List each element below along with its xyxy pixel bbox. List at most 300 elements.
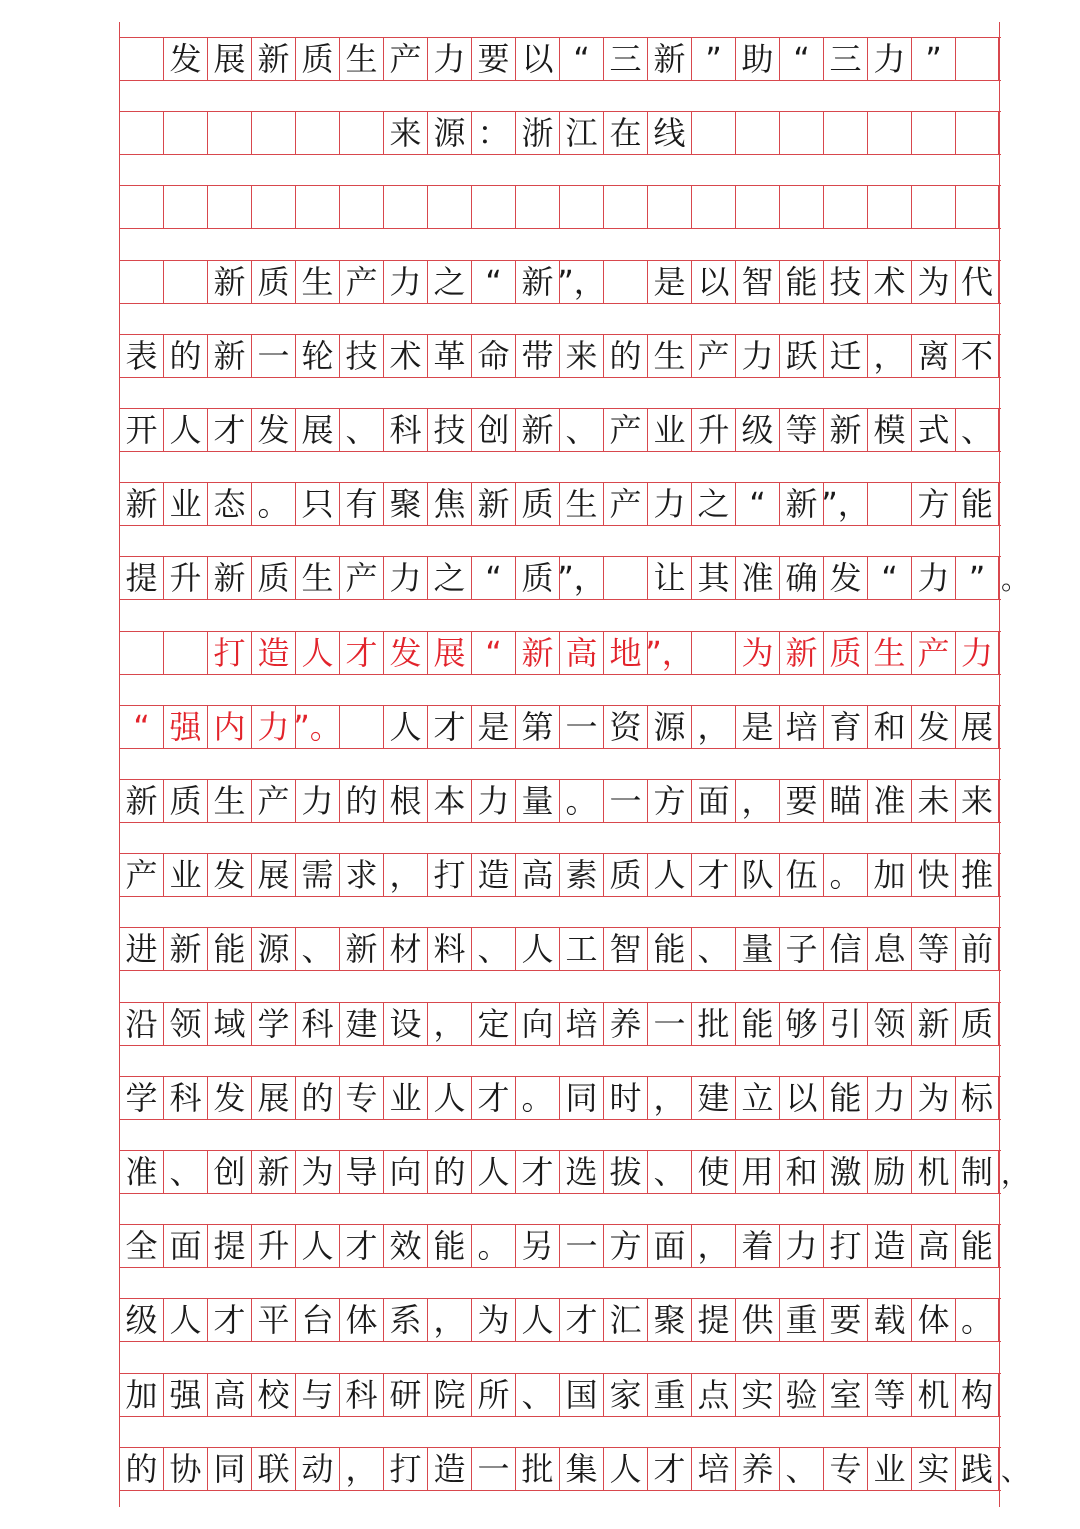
grid-cell: 机	[911, 1151, 955, 1193]
grid-cell	[779, 112, 823, 154]
grid-cell: 领	[163, 1003, 207, 1045]
grid-cell: 新	[779, 483, 823, 525]
grid-cell: 力	[251, 706, 295, 748]
grid-row	[119, 705, 1001, 749]
grid-cell: 质	[955, 1003, 999, 1045]
grid-cell: 之	[427, 261, 471, 303]
grid-cell: 发	[383, 632, 427, 674]
grid-cell: “	[735, 483, 779, 525]
grid-cell	[691, 632, 735, 674]
grid-cell: 才	[427, 706, 471, 748]
overflow-punctuation: 、	[1001, 1454, 1030, 1487]
grid-cell: 子	[779, 928, 823, 970]
grid-cell: 所	[471, 1374, 515, 1416]
grid-cell: 升	[251, 1225, 295, 1267]
grid-cell: 产	[383, 38, 427, 80]
grid-cell: 设	[383, 1003, 427, 1045]
grid-cell: 人	[515, 928, 559, 970]
grid-cell: ，	[383, 854, 427, 896]
grid-cell: 带	[515, 335, 559, 377]
grid-cell: 能	[207, 928, 251, 970]
grid-cell: 焦	[427, 483, 471, 525]
grid-cell: 科	[295, 1003, 339, 1045]
grid-cell: 快	[911, 854, 955, 896]
grid-cell: 加	[119, 1374, 163, 1416]
grid-cell	[207, 186, 251, 228]
grid-cell: 新	[207, 557, 251, 599]
grid-cell: 之	[691, 483, 735, 525]
grid-cell: 人	[163, 409, 207, 451]
grid-cell: “	[471, 261, 515, 303]
grid-cell: 为	[911, 261, 955, 303]
grid-cell: 时	[603, 1077, 647, 1119]
grid-cell: 源	[427, 112, 471, 154]
grid-cell: ：	[471, 112, 515, 154]
grid-cell: 离	[911, 335, 955, 377]
grid-cell: ，	[339, 1448, 383, 1490]
grid-cell: 推	[955, 854, 999, 896]
grid-cell: 业	[163, 854, 207, 896]
grid-cell: ”。	[293, 708, 342, 746]
grid-cell: 才	[339, 1225, 383, 1267]
grid-cell: 协	[163, 1448, 207, 1490]
grid-cell: 升	[163, 557, 207, 599]
grid-cell: 沿	[119, 1003, 163, 1045]
grid-cell: 载	[867, 1299, 911, 1341]
grid-cell: 力	[779, 1225, 823, 1267]
grid-cell: 加	[867, 854, 911, 896]
grid-frame-line	[119, 22, 120, 1507]
grid-cell: 以	[515, 38, 559, 80]
grid-cell: 等	[779, 409, 823, 451]
grid-cell: 践	[955, 1448, 999, 1490]
grid-cell: 来	[383, 112, 427, 154]
grid-cell: 强	[163, 1374, 207, 1416]
grid-cell: 一	[471, 1448, 515, 1490]
grid-cell	[295, 186, 339, 228]
grid-cell: 发	[207, 1077, 251, 1119]
grid-cell	[647, 186, 691, 228]
grid-cell: 的	[163, 335, 207, 377]
grid-cell: 技	[339, 335, 383, 377]
grid-cell: 材	[383, 928, 427, 970]
grid-cell: 迁	[823, 335, 867, 377]
grid-cell	[295, 112, 339, 154]
grid-cell: 一	[559, 706, 603, 748]
grid-cell	[867, 112, 911, 154]
grid-cell: 料	[427, 928, 471, 970]
grid-cell: 国	[559, 1374, 603, 1416]
grid-cell: 产	[339, 557, 383, 599]
grid-cell: 打	[427, 854, 471, 896]
grid-cell: 导	[339, 1151, 383, 1193]
grid-cell: 。	[515, 1077, 559, 1119]
grid-cell: 点	[691, 1374, 735, 1416]
grid-row	[119, 779, 1001, 823]
grid-cell: 方	[911, 483, 955, 525]
grid-cell: 第	[515, 706, 559, 748]
grid-cell: 选	[559, 1151, 603, 1193]
grid-cell: 准	[735, 557, 779, 599]
grid-cell	[911, 112, 955, 154]
grid-cell	[163, 186, 207, 228]
grid-cell: 地	[603, 632, 647, 674]
grid-cell: 高	[207, 1374, 251, 1416]
grid-cell: 批	[515, 1448, 559, 1490]
grid-cell: 院	[427, 1374, 471, 1416]
grid-cell: 能	[955, 1225, 999, 1267]
grid-cell: 瞄	[823, 780, 867, 822]
grid-cell: 一	[603, 780, 647, 822]
grid-cell: 展	[295, 409, 339, 451]
grid-cell: ”，	[557, 263, 606, 301]
grid-cell: 培	[559, 1003, 603, 1045]
overflow-punctuation: 。	[1001, 563, 1030, 596]
grid-row	[119, 853, 1001, 897]
grid-cell: 质	[603, 854, 647, 896]
grid-cell: 生	[295, 261, 339, 303]
grid-cell	[163, 112, 207, 154]
grid-cell: “	[867, 557, 911, 599]
grid-cell: 为	[735, 632, 779, 674]
grid-cell: 体	[911, 1299, 955, 1341]
grid-cell: 质	[163, 780, 207, 822]
grid-cell: 内	[207, 706, 251, 748]
grid-cell: 力	[911, 557, 955, 599]
grid-cell: “	[559, 38, 603, 80]
grid-cell: 另	[515, 1225, 559, 1267]
grid-cell: 让	[647, 557, 691, 599]
grid-cell: 息	[867, 928, 911, 970]
grid-cell: 是	[471, 706, 515, 748]
grid-cell: 智	[603, 928, 647, 970]
grid-cell: 业	[163, 483, 207, 525]
grid-cell: 不	[955, 335, 999, 377]
grid-cell: 以	[779, 1077, 823, 1119]
grid-cell: 建	[339, 1003, 383, 1045]
grid-cell: 要	[779, 780, 823, 822]
grid-cell: 家	[603, 1374, 647, 1416]
grid-cell: 以	[691, 261, 735, 303]
grid-cell: 术	[383, 335, 427, 377]
grid-cell: 人	[383, 706, 427, 748]
grid-cell: 三	[603, 38, 647, 80]
grid-cell: 拔	[603, 1151, 647, 1193]
grid-cell: 术	[867, 261, 911, 303]
grid-cell: 质	[251, 557, 295, 599]
grid-cell: 联	[251, 1448, 295, 1490]
grid-cell	[119, 632, 163, 674]
grid-cell: 一	[647, 1003, 691, 1045]
grid-cell: 质	[823, 632, 867, 674]
grid-cell: 生	[647, 335, 691, 377]
grid-cell: 一	[251, 335, 295, 377]
grid-cell: 求	[339, 854, 383, 896]
grid-cell: “	[119, 706, 163, 748]
grid-cell: “	[779, 38, 823, 80]
grid-cell: 打	[823, 1225, 867, 1267]
grid-cell: 养	[735, 1448, 779, 1490]
grid-cell: 励	[867, 1151, 911, 1193]
grid-cell: 源	[251, 928, 295, 970]
grid-cell: 打	[383, 1448, 427, 1490]
grid-cell: 能	[735, 1003, 779, 1045]
grid-cell: 质	[295, 38, 339, 80]
grid-cell	[515, 186, 559, 228]
grid-cell	[867, 483, 911, 525]
grid-cell: 质	[515, 557, 559, 599]
grid-cell: 业	[647, 409, 691, 451]
grid-cell	[339, 186, 383, 228]
grid-cell: 平	[251, 1299, 295, 1341]
grid-cell: 发	[251, 409, 295, 451]
grid-cell: 动	[295, 1448, 339, 1490]
grid-cell: 确	[779, 557, 823, 599]
grid-cell: 人	[295, 1225, 339, 1267]
grid-cell: 伍	[779, 854, 823, 896]
grid-cell: 标	[955, 1077, 999, 1119]
grid-cell: 、	[339, 409, 383, 451]
grid-cell	[119, 261, 163, 303]
grid-cell: 使	[691, 1151, 735, 1193]
overflow-punctuation: ，	[1001, 1157, 1030, 1190]
grid-row	[119, 37, 1001, 81]
grid-cell: 级	[735, 409, 779, 451]
grid-cell: 聚	[647, 1299, 691, 1341]
grid-row	[119, 1373, 1001, 1417]
grid-cell: 业	[383, 1077, 427, 1119]
grid-cell: 的	[339, 780, 383, 822]
grid-cell	[163, 632, 207, 674]
grid-cell: 是	[647, 261, 691, 303]
grid-cell: 要	[471, 38, 515, 80]
grid-cell: 立	[735, 1077, 779, 1119]
grid-cell: 人	[515, 1299, 559, 1341]
grid-cell: 技	[427, 409, 471, 451]
grid-cell: 、	[163, 1151, 207, 1193]
grid-cell: 力	[295, 780, 339, 822]
grid-cell: 发	[911, 706, 955, 748]
grid-cell: 培	[779, 706, 823, 748]
grid-cell: 、	[955, 409, 999, 451]
grid-cell: 在	[603, 112, 647, 154]
grid-cell: 产	[603, 483, 647, 525]
grid-cell: 进	[119, 928, 163, 970]
grid-cell	[955, 112, 999, 154]
grid-cell: 产	[251, 780, 295, 822]
grid-cell: 为	[471, 1299, 515, 1341]
grid-cell: 打	[207, 632, 251, 674]
grid-cell: 力	[955, 632, 999, 674]
grid-cell	[735, 186, 779, 228]
grid-cell: 产	[911, 632, 955, 674]
grid-cell	[207, 112, 251, 154]
grid-cell: 新	[119, 780, 163, 822]
grid-row	[119, 111, 1001, 155]
grid-cell: 线	[647, 112, 691, 154]
grid-cell: 来	[559, 335, 603, 377]
grid-cell	[251, 112, 295, 154]
grid-row	[119, 334, 1001, 378]
grid-cell: 发	[207, 854, 251, 896]
grid-cell	[823, 112, 867, 154]
grid-cell: 资	[603, 706, 647, 748]
grid-cell: 台	[295, 1299, 339, 1341]
grid-cell: 才	[691, 854, 735, 896]
grid-cell: 工	[559, 928, 603, 970]
grid-cell: 专	[339, 1077, 383, 1119]
grid-cell: ”，	[557, 559, 606, 597]
grid-cell: 产	[603, 409, 647, 451]
grid-row	[119, 1224, 1001, 1268]
grid-cell: ，	[691, 1225, 735, 1267]
grid-cell: 展	[427, 632, 471, 674]
grid-cell: 制	[955, 1151, 999, 1193]
grid-cell	[251, 186, 295, 228]
grid-cell: 激	[823, 1151, 867, 1193]
grid-cell: 实	[735, 1374, 779, 1416]
grid-cell: 造	[867, 1225, 911, 1267]
grid-cell: 准	[867, 780, 911, 822]
grid-cell: 量	[515, 780, 559, 822]
grid-cell	[163, 261, 207, 303]
grid-cell	[559, 186, 603, 228]
grid-cell: 量	[735, 928, 779, 970]
grid-cell: 来	[955, 780, 999, 822]
grid-cell: 生	[207, 780, 251, 822]
grid-cell: ，	[867, 335, 911, 377]
grid-cell: 表	[119, 335, 163, 377]
grid-cell: 力	[427, 38, 471, 80]
grid-cell: 学	[119, 1077, 163, 1119]
grid-cell: 新	[515, 409, 559, 451]
grid-cell: 命	[471, 335, 515, 377]
grid-cell	[427, 186, 471, 228]
grid-cell: 同	[207, 1448, 251, 1490]
grid-cell: 需	[295, 854, 339, 896]
grid-cell: 等	[911, 928, 955, 970]
grid-cell: 产	[339, 261, 383, 303]
grid-cell	[779, 186, 823, 228]
grid-cell: 新	[911, 1003, 955, 1045]
grid-cell: 人	[163, 1299, 207, 1341]
grid-cell: 展	[251, 854, 295, 896]
grid-cell	[603, 186, 647, 228]
grid-cell: 同	[559, 1077, 603, 1119]
grid-cell: 式	[911, 409, 955, 451]
grid-cell: 室	[823, 1374, 867, 1416]
grid-cell	[339, 112, 383, 154]
grid-cell: 才	[647, 1448, 691, 1490]
grid-cell: 机	[911, 1374, 955, 1416]
grid-cell: 学	[251, 1003, 295, 1045]
grid-cell: 效	[383, 1225, 427, 1267]
grid-cell: 根	[383, 780, 427, 822]
grid-cell	[911, 186, 955, 228]
grid-cell: 展	[251, 1077, 295, 1119]
grid-cell: 、	[471, 928, 515, 970]
grid-cell: 能	[427, 1225, 471, 1267]
grid-cell: 模	[867, 409, 911, 451]
grid-cell: 的	[119, 1448, 163, 1490]
grid-cell: 新	[163, 928, 207, 970]
grid-cell: ，	[735, 780, 779, 822]
grid-cell: 定	[471, 1003, 515, 1045]
grid-cell: ，	[427, 1299, 471, 1341]
grid-cell: 域	[207, 1003, 251, 1045]
grid-row	[119, 482, 1001, 526]
grid-cell: 造	[471, 854, 515, 896]
grid-cell: 准	[119, 1151, 163, 1193]
grid-cell: 为	[911, 1077, 955, 1119]
grid-cell	[603, 557, 647, 599]
grid-cell: 高	[911, 1225, 955, 1267]
grid-row	[119, 1298, 1001, 1342]
grid-cell	[119, 38, 163, 80]
grid-cell: 展	[955, 706, 999, 748]
grid-cell: 等	[867, 1374, 911, 1416]
grid-cell: “	[471, 557, 515, 599]
grid-cell: 未	[911, 780, 955, 822]
grid-cell: 引	[823, 1003, 867, 1045]
grid-cell: 系	[383, 1299, 427, 1341]
grid-cell: 。	[823, 854, 867, 896]
grid-cell: 升	[691, 409, 735, 451]
grid-cell: 面	[163, 1225, 207, 1267]
grid-cell: 提	[691, 1299, 735, 1341]
grid-cell: 、	[691, 928, 735, 970]
grid-cell: 新	[207, 261, 251, 303]
grid-cell: 素	[559, 854, 603, 896]
grid-cell: 新	[471, 483, 515, 525]
grid-cell: 人	[427, 1077, 471, 1119]
grid-cell: 人	[295, 632, 339, 674]
grid-cell: 才	[559, 1299, 603, 1341]
grid-cell: 方	[603, 1225, 647, 1267]
grid-cell: 跃	[779, 335, 823, 377]
grid-cell: 提	[119, 557, 163, 599]
grid-row	[119, 927, 1001, 971]
grid-row	[119, 408, 1001, 452]
grid-cell: 领	[867, 1003, 911, 1045]
grid-cell: 的	[295, 1077, 339, 1119]
grid-cell: 向	[515, 1003, 559, 1045]
grid-cell: 科	[339, 1374, 383, 1416]
grid-cell	[735, 112, 779, 154]
grid-cell: 。	[251, 483, 295, 525]
grid-cell: 生	[295, 557, 339, 599]
grid-cell: 批	[691, 1003, 735, 1045]
grid-cell: 力	[735, 335, 779, 377]
grid-cell: 体	[339, 1299, 383, 1341]
grid-cell: 要	[823, 1299, 867, 1341]
grid-cell: 人	[647, 854, 691, 896]
grid-cell: 开	[119, 409, 163, 451]
grid-cell: 新	[119, 483, 163, 525]
grid-cell	[955, 38, 999, 80]
grid-cell	[603, 261, 647, 303]
grid-cell: 新	[823, 409, 867, 451]
grid-frame-line	[999, 22, 1000, 1507]
grid-cell: 质	[515, 483, 559, 525]
grid-cell: 才	[471, 1077, 515, 1119]
grid-cell: 力	[383, 261, 427, 303]
grid-cell: 之	[427, 557, 471, 599]
grid-cell: 发	[163, 38, 207, 80]
grid-cell: 生	[339, 38, 383, 80]
grid-cell: 构	[955, 1374, 999, 1416]
grid-row	[119, 260, 1001, 304]
